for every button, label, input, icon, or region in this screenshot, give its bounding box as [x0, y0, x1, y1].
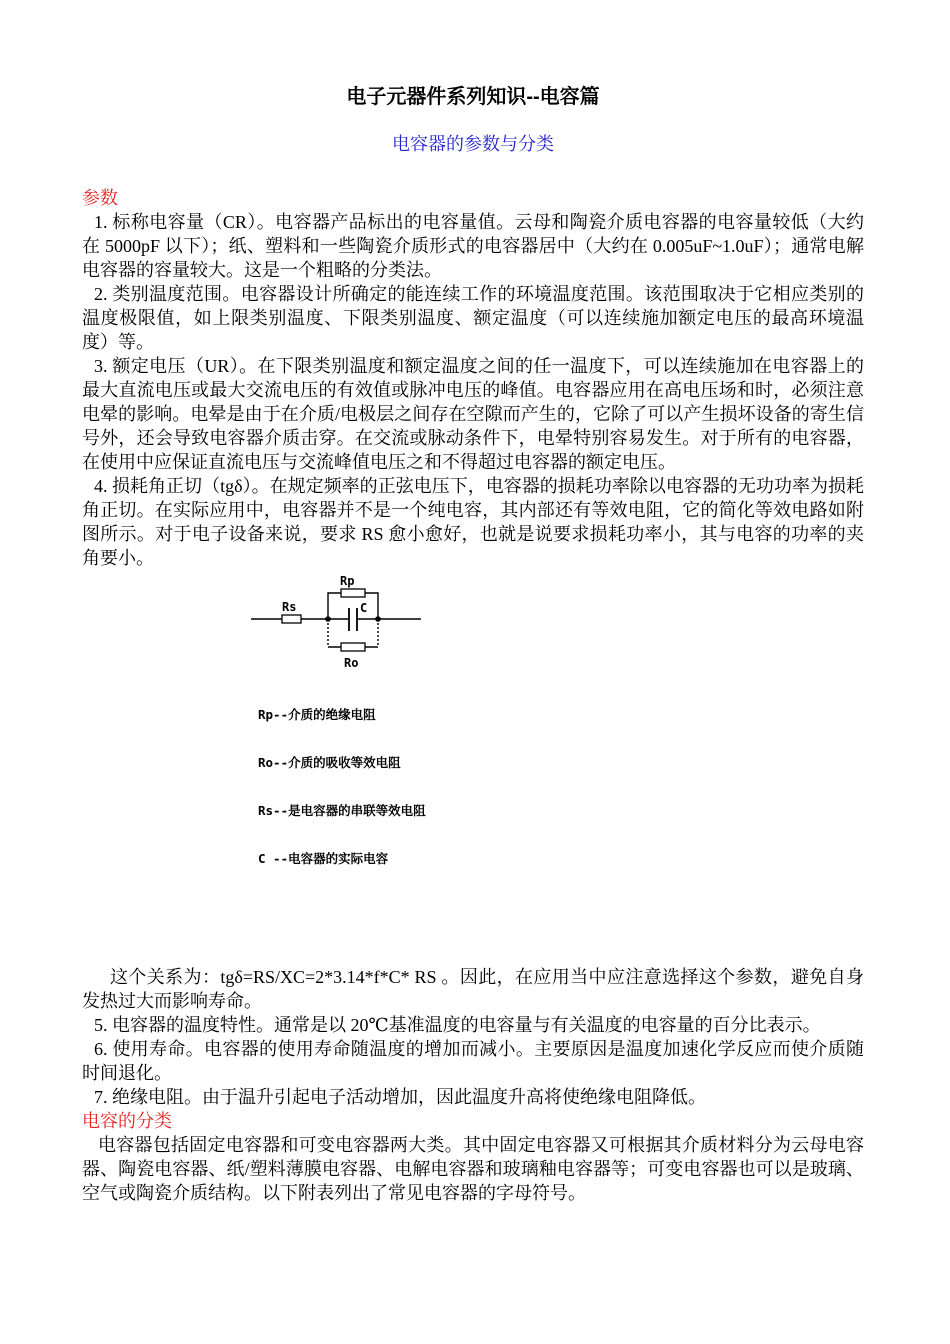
legend-line-c: C --电容器的实际电容: [258, 851, 389, 866]
label-ro: Ro: [344, 656, 359, 670]
resistor-ro-symbol: [341, 643, 365, 651]
paragraph-loss-tangent-formula: 这个关系为：tgδ=RS/XC=2*3.14*f*C* RS 。因此，在应用当中应注意选择这个参数，避免自身发热过大而影响寿命。: [82, 967, 864, 1011]
node-right: [375, 616, 381, 622]
node-left: [325, 616, 331, 622]
legend-line-ro: Ro--介质的吸收等效电阻: [258, 755, 401, 770]
paragraph-category-temperature-range: 2. 类别温度范围。电容器设计所确定的能连续工作的环境温度范围。该范围取决于它相应类别的温度极限值，如上限类别温度、下限类别温度、额定温度（可以连续施加额定电压的最高环境温度）等。: [82, 284, 864, 352]
paragraph-rated-voltage: 3. 额定电压（UR）。在下限类别温度和额定温度之间的任一温度下，可以连续施加在电容器上的最大直流电压或最大交流电压的有效值或脉冲电压的峰值。电容器应用在高电压场和时，必须注意电晕的影响。电晕是由于在介质/电极层之间存在空隙而产生的，它除了可以产生损坏设备的寄生信号外，还会导致电容器介质击穿。在交流或脉动条件下，电晕特别容易发生。对于所有的电容器，在使用中应保证直流电压与交流峰值电压之和不得超过电容器的额定电压。: [82, 356, 864, 472]
section-heading-classification: 电容的分类: [82, 1111, 172, 1131]
document-title: 电子元器件系列知识--电容篇: [346, 86, 600, 108]
paragraph-temperature-characteristic: 5. 电容器的温度特性。通常是以 20℃基准温度的电容量与有关温度的电容量的百分比表示。: [94, 1015, 821, 1035]
diagram-legend: [258, 675, 864, 899]
label-rs: Rs: [282, 600, 297, 614]
equivalent-circuit-figure: [82, 570, 864, 899]
resistor-rp-symbol: [341, 589, 365, 597]
paragraph-nominal-capacitance: 1. 标称电容量（CR）。电容器产品标出的电容量值。云母和陶瓷介质电容器的电容量较低（大约在 5000pF 以下）；纸、塑料和一些陶瓷介质形式的电容器居中（大约在 0.005uF~1.0uF）；通常电解电容器的容量较大。这是一个粗略的分类法。: [82, 212, 864, 280]
label-c: C: [360, 601, 368, 615]
paragraph-classification: 电容器包括固定电容器和可变电容器两大类。其中固定电容器又可根据其介质材料分为云母电容器、陶瓷电容器、纸/塑料薄膜电容器、电解电容器和玻璃釉电容器等；可变电容器也可以是玻璃、空气或陶瓷介质结构。以下附表列出了常见电容器的字母符号。: [82, 1135, 864, 1203]
paragraph-loss-tangent: 4. 损耗角正切（tgδ）。在规定频率的正弦电压下，电容器的损耗功率除以电容器的无功功率为损耗角正切。在实际应用中，电容器并不是一个纯电容，其内部还有等效电阻，它的简化等效电路如附图所示。对于电子设备来说，要求 RS 愈小愈好，也就是说要求损耗功率小，其与电容的功率的夹角要小。: [82, 476, 864, 568]
paragraph-insulation-resistance: 7. 绝缘电阻。由于温升引起电子活动增加，因此温度升高将使绝缘电阻降低。: [94, 1087, 706, 1107]
resistor-rs-symbol: [282, 615, 301, 623]
equivalent-circuit-diagram: [248, 570, 428, 673]
section-heading-parameters: 参数: [82, 188, 118, 208]
legend-line-rp: Rp--介质的绝缘电阻: [258, 707, 376, 722]
label-rp: Rp: [340, 574, 355, 588]
paragraph-service-life: 6. 使用寿命。电容器的使用寿命随温度的增加而减小。主要原因是温度加速化学反应而使介质随时间退化。: [82, 1039, 864, 1083]
document-subtitle: 电容器的参数与分类: [392, 134, 554, 154]
legend-line-rs: Rs--是电容器的串联等效电阻: [258, 803, 426, 818]
